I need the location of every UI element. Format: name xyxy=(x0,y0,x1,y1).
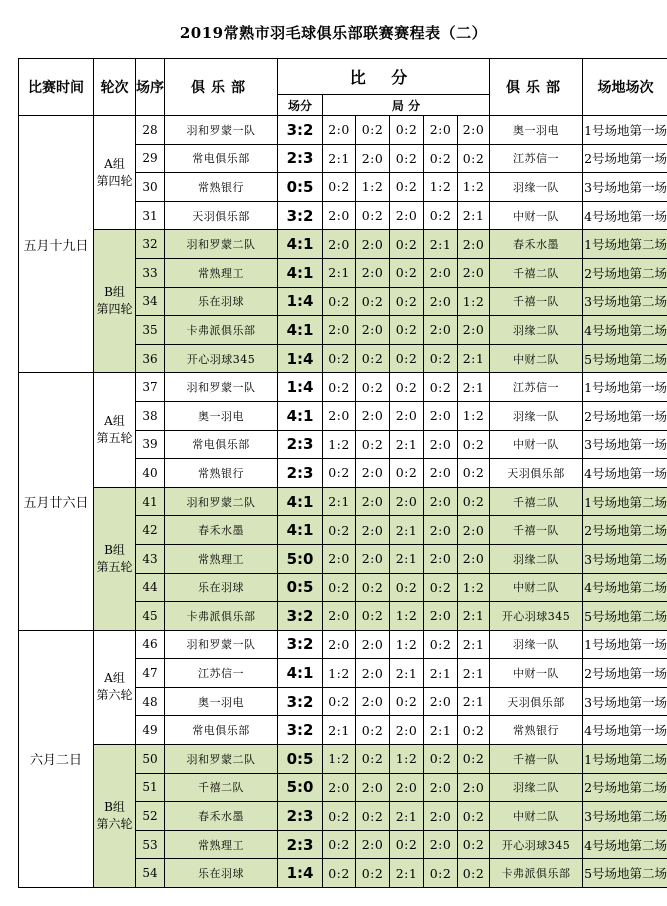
match-no: 52 xyxy=(136,802,165,831)
game-score-2: 0:2 xyxy=(356,802,390,831)
club-away: 中财二队 xyxy=(490,573,583,602)
venue: 2号场地第二场 xyxy=(583,258,667,287)
game-score-4: 0:2 xyxy=(424,144,458,173)
venue: 3号场地第一场 xyxy=(583,173,667,202)
game-score-1: 2:0 xyxy=(323,401,356,430)
club-home: 春禾水墨 xyxy=(165,516,278,545)
club-away: 千禧一队 xyxy=(490,516,583,545)
round-label: B组 第六轮 xyxy=(94,745,136,888)
game-score-3: 1:2 xyxy=(390,630,424,659)
match-score: 1:4 xyxy=(278,344,323,373)
header-club-home: 俱乐部 xyxy=(165,59,278,116)
game-score-1: 2:1 xyxy=(323,716,356,745)
club-away: 开心羽球345 xyxy=(490,602,583,631)
match-no: 54 xyxy=(136,859,165,888)
game-score-2: 2:0 xyxy=(356,830,390,859)
venue: 4号场地第二场 xyxy=(583,573,667,602)
venue: 3号场地第二场 xyxy=(583,544,667,573)
game-score-3: 2:1 xyxy=(390,802,424,831)
game-score-5: 2:0 xyxy=(458,258,490,287)
club-away: 羽缘一队 xyxy=(490,401,583,430)
game-score-5: 2:0 xyxy=(458,516,490,545)
game-score-2: 0:2 xyxy=(356,373,390,402)
match-score: 4:1 xyxy=(278,230,323,259)
venue: 4号场地第一场 xyxy=(583,201,667,230)
header-venue: 场地场次 xyxy=(583,59,667,116)
club-away: 羽缘二队 xyxy=(490,544,583,573)
club-home: 常电俱乐部 xyxy=(165,144,278,173)
club-away: 常熟银行 xyxy=(490,716,583,745)
match-score: 0:5 xyxy=(278,573,323,602)
match-score: 2:3 xyxy=(278,802,323,831)
match-score: 1:4 xyxy=(278,287,323,316)
venue: 4号场地第一场 xyxy=(583,459,667,488)
club-home: 常熟理工 xyxy=(165,830,278,859)
match-score: 3:2 xyxy=(278,116,323,145)
game-score-4: 2:0 xyxy=(424,316,458,345)
match-score: 2:3 xyxy=(278,459,323,488)
club-away: 开心羽球345 xyxy=(490,830,583,859)
game-score-1: 2:0 xyxy=(323,544,356,573)
match-no: 46 xyxy=(136,630,165,659)
game-score-4: 2:1 xyxy=(424,659,458,688)
match-score: 5:0 xyxy=(278,544,323,573)
club-home: 羽和罗蒙一队 xyxy=(165,630,278,659)
game-score-2: 2:0 xyxy=(356,687,390,716)
game-score-4: 2:0 xyxy=(424,487,458,516)
match-no: 40 xyxy=(136,459,165,488)
header-match-no: 场序 xyxy=(136,59,165,116)
match-score: 3:2 xyxy=(278,602,323,631)
game-score-1: 0:2 xyxy=(323,830,356,859)
game-score-3: 0:2 xyxy=(390,116,424,145)
game-score-2: 0:2 xyxy=(356,745,390,774)
game-score-4: 0:2 xyxy=(424,373,458,402)
club-away: 卡弗派俱乐部 xyxy=(490,859,583,888)
game-score-5: 0:2 xyxy=(458,144,490,173)
game-score-4: 2:0 xyxy=(424,544,458,573)
game-score-1: 0:2 xyxy=(323,173,356,202)
game-score-1: 1:2 xyxy=(323,745,356,774)
match-no: 28 xyxy=(136,116,165,145)
header-club-away: 俱乐部 xyxy=(490,59,583,116)
game-score-4: 2:0 xyxy=(424,602,458,631)
game-score-2: 2:0 xyxy=(356,230,390,259)
game-score-4: 2:0 xyxy=(424,516,458,545)
club-home: 乐在羽球 xyxy=(165,287,278,316)
match-score: 4:1 xyxy=(278,258,323,287)
game-score-5: 1:2 xyxy=(458,173,490,202)
game-score-2: 2:0 xyxy=(356,544,390,573)
game-score-1: 2:1 xyxy=(323,144,356,173)
game-score-3: 0:2 xyxy=(390,230,424,259)
game-score-3: 0:2 xyxy=(390,687,424,716)
game-score-2: 0:2 xyxy=(356,859,390,888)
game-score-1: 0:2 xyxy=(323,859,356,888)
game-score-5: 0:2 xyxy=(458,716,490,745)
game-score-3: 0:2 xyxy=(390,316,424,345)
club-home: 羽和罗蒙二队 xyxy=(165,745,278,774)
match-score: 3:2 xyxy=(278,716,323,745)
game-score-5: 1:2 xyxy=(458,287,490,316)
game-score-4: 2:0 xyxy=(424,773,458,802)
match-score: 4:1 xyxy=(278,401,323,430)
game-score-3: 0:2 xyxy=(390,287,424,316)
game-score-2: 2:0 xyxy=(356,401,390,430)
round-label: A组 第六轮 xyxy=(94,630,136,744)
club-home: 常熟银行 xyxy=(165,459,278,488)
venue: 2号场地第二场 xyxy=(583,516,667,545)
match-score: 4:1 xyxy=(278,516,323,545)
club-home: 羽和罗蒙一队 xyxy=(165,373,278,402)
game-score-4: 2:0 xyxy=(424,116,458,145)
game-score-1: 0:2 xyxy=(323,459,356,488)
game-score-2: 2:0 xyxy=(356,316,390,345)
club-home: 江苏信一 xyxy=(165,659,278,688)
club-home: 羽和罗蒙一队 xyxy=(165,116,278,145)
game-score-1: 2:0 xyxy=(323,602,356,631)
club-away: 中财一队 xyxy=(490,430,583,459)
club-home: 春禾水墨 xyxy=(165,802,278,831)
game-score-4: 2:1 xyxy=(424,230,458,259)
club-home: 常熟理工 xyxy=(165,544,278,573)
game-score-5: 2:1 xyxy=(458,659,490,688)
page-title: 2019常熟市羽毛球俱乐部联赛赛程表（二） xyxy=(179,24,488,42)
table-row xyxy=(19,116,667,145)
game-score-3: 1:2 xyxy=(390,745,424,774)
venue: 1号场地第二场 xyxy=(583,230,667,259)
club-away: 奥一羽电 xyxy=(490,116,583,145)
match-no: 31 xyxy=(136,201,165,230)
game-score-5: 2:1 xyxy=(458,201,490,230)
match-score: 3:2 xyxy=(278,201,323,230)
game-score-4: 0:2 xyxy=(424,201,458,230)
game-score-2: 0:2 xyxy=(356,430,390,459)
schedule-table xyxy=(18,58,667,888)
game-score-2: 2:0 xyxy=(356,258,390,287)
club-home: 卡弗派俱乐部 xyxy=(165,316,278,345)
match-no: 53 xyxy=(136,830,165,859)
match-no: 45 xyxy=(136,602,165,631)
club-away: 千禧一队 xyxy=(490,287,583,316)
match-no: 49 xyxy=(136,716,165,745)
club-home: 羽和罗蒙二队 xyxy=(165,487,278,516)
venue: 5号场地第二场 xyxy=(583,344,667,373)
game-score-1: 0:2 xyxy=(323,516,356,545)
club-home: 羽和罗蒙二队 xyxy=(165,230,278,259)
game-score-2: 2:0 xyxy=(356,659,390,688)
club-home: 常电俱乐部 xyxy=(165,430,278,459)
game-score-3: 0:2 xyxy=(390,459,424,488)
match-no: 50 xyxy=(136,745,165,774)
club-away: 春禾水墨 xyxy=(490,230,583,259)
match-no: 38 xyxy=(136,401,165,430)
game-score-3: 2:1 xyxy=(390,430,424,459)
table-row xyxy=(19,745,667,774)
game-score-1: 1:2 xyxy=(323,430,356,459)
venue: 2号场地第二场 xyxy=(583,773,667,802)
game-score-5: 2:1 xyxy=(458,602,490,631)
game-score-3: 2:0 xyxy=(390,201,424,230)
match-score: 0:5 xyxy=(278,173,323,202)
venue: 3号场地第二场 xyxy=(583,287,667,316)
club-away: 中财一队 xyxy=(490,201,583,230)
match-score: 3:2 xyxy=(278,630,323,659)
game-score-4: 0:2 xyxy=(424,573,458,602)
club-away: 千禧二队 xyxy=(490,487,583,516)
game-score-3: 0:2 xyxy=(390,830,424,859)
game-score-3: 0:2 xyxy=(390,173,424,202)
match-no: 48 xyxy=(136,687,165,716)
game-score-1: 2:0 xyxy=(323,116,356,145)
game-score-1: 1:2 xyxy=(323,659,356,688)
match-score: 4:1 xyxy=(278,487,323,516)
game-score-2: 2:0 xyxy=(356,773,390,802)
game-score-4: 2:0 xyxy=(424,687,458,716)
game-score-5: 2:0 xyxy=(458,773,490,802)
game-score-1: 0:2 xyxy=(323,373,356,402)
game-score-2: 2:0 xyxy=(356,630,390,659)
club-away: 中财二队 xyxy=(490,802,583,831)
game-score-4: 2:0 xyxy=(424,401,458,430)
club-away: 江苏信一 xyxy=(490,373,583,402)
game-score-5: 0:2 xyxy=(458,459,490,488)
game-score-3: 0:2 xyxy=(390,573,424,602)
game-score-1: 2:1 xyxy=(323,258,356,287)
game-score-4: 2:1 xyxy=(424,716,458,745)
game-score-2: 0:2 xyxy=(356,344,390,373)
game-score-1: 0:2 xyxy=(323,687,356,716)
club-away: 羽缘二队 xyxy=(490,316,583,345)
game-score-5: 0:2 xyxy=(458,830,490,859)
header-game-score: 局 分 xyxy=(323,95,490,116)
club-home: 奥一羽电 xyxy=(165,687,278,716)
venue: 1号场地第一场 xyxy=(583,373,667,402)
club-home: 奥一羽电 xyxy=(165,401,278,430)
game-score-4: 2:0 xyxy=(424,802,458,831)
venue: 2号场地第一场 xyxy=(583,144,667,173)
header-match-score: 场分 xyxy=(278,95,323,116)
venue: 1号场地第一场 xyxy=(583,116,667,145)
match-score: 0:5 xyxy=(278,745,323,774)
venue: 1号场地第二场 xyxy=(583,745,667,774)
round-label: B组 第四轮 xyxy=(94,230,136,373)
game-score-5: 2:1 xyxy=(458,687,490,716)
game-score-2: 0:2 xyxy=(356,116,390,145)
table-row xyxy=(19,373,667,402)
game-score-4: 0:2 xyxy=(424,344,458,373)
match-score: 4:1 xyxy=(278,659,323,688)
match-no: 51 xyxy=(136,773,165,802)
game-score-3: 2:0 xyxy=(390,401,424,430)
venue: 2号场地第一场 xyxy=(583,401,667,430)
match-score: 3:2 xyxy=(278,687,323,716)
match-no: 35 xyxy=(136,316,165,345)
club-home: 卡弗派俱乐部 xyxy=(165,602,278,631)
match-no: 37 xyxy=(136,373,165,402)
game-score-5: 2:1 xyxy=(458,630,490,659)
game-score-1: 2:0 xyxy=(323,316,356,345)
match-date: 五月廿六日 xyxy=(19,373,94,630)
game-score-5: 0:2 xyxy=(458,487,490,516)
game-score-3: 0:2 xyxy=(390,373,424,402)
game-score-5: 0:2 xyxy=(458,859,490,888)
match-no: 34 xyxy=(136,287,165,316)
venue: 5号场地第二场 xyxy=(583,859,667,888)
header-time: 比赛时间 xyxy=(19,59,94,116)
game-score-5: 1:2 xyxy=(458,573,490,602)
match-no: 36 xyxy=(136,344,165,373)
game-score-3: 2:0 xyxy=(390,487,424,516)
club-away: 羽缘二队 xyxy=(490,773,583,802)
game-score-3: 1:2 xyxy=(390,602,424,631)
game-score-1: 2:0 xyxy=(323,201,356,230)
game-score-2: 0:2 xyxy=(356,287,390,316)
venue: 2号场地第一场 xyxy=(583,659,667,688)
game-score-4: 0:2 xyxy=(424,630,458,659)
game-score-3: 2:1 xyxy=(390,859,424,888)
game-score-4: 2:0 xyxy=(424,459,458,488)
club-home: 天羽俱乐部 xyxy=(165,201,278,230)
game-score-1: 0:2 xyxy=(323,287,356,316)
game-score-4: 2:0 xyxy=(424,258,458,287)
venue: 3号场地第二场 xyxy=(583,802,667,831)
game-score-4: 0:2 xyxy=(424,745,458,774)
table-row xyxy=(19,230,667,259)
game-score-3: 2:0 xyxy=(390,773,424,802)
game-score-4: 2:0 xyxy=(424,287,458,316)
game-score-4: 1:2 xyxy=(424,173,458,202)
round-label: A组 第四轮 xyxy=(94,116,136,230)
club-home: 常电俱乐部 xyxy=(165,716,278,745)
game-score-1: 2:1 xyxy=(323,487,356,516)
match-no: 43 xyxy=(136,544,165,573)
game-score-5: 0:2 xyxy=(458,802,490,831)
header-round: 轮次 xyxy=(94,59,136,116)
match-no: 39 xyxy=(136,430,165,459)
match-no: 47 xyxy=(136,659,165,688)
club-away: 千禧二队 xyxy=(490,258,583,287)
match-date: 六月二日 xyxy=(19,630,94,887)
match-score: 2:3 xyxy=(278,430,323,459)
venue: 4号场地第二场 xyxy=(583,830,667,859)
game-score-3: 2:1 xyxy=(390,659,424,688)
match-no: 30 xyxy=(136,173,165,202)
game-score-3: 0:2 xyxy=(390,144,424,173)
game-score-3: 2:0 xyxy=(390,716,424,745)
match-no: 41 xyxy=(136,487,165,516)
game-score-1: 2:0 xyxy=(323,630,356,659)
game-score-3: 2:1 xyxy=(390,516,424,545)
club-away: 天羽俱乐部 xyxy=(490,687,583,716)
match-score: 5:0 xyxy=(278,773,323,802)
game-score-5: 2:0 xyxy=(458,544,490,573)
game-score-5: 2:0 xyxy=(458,316,490,345)
game-score-3: 0:2 xyxy=(390,258,424,287)
venue: 4号场地第二场 xyxy=(583,316,667,345)
game-score-2: 2:0 xyxy=(356,459,390,488)
game-score-5: 2:0 xyxy=(458,230,490,259)
game-score-3: 2:1 xyxy=(390,544,424,573)
game-score-2: 2:0 xyxy=(356,516,390,545)
match-score: 1:4 xyxy=(278,373,323,402)
club-home: 常熟理工 xyxy=(165,258,278,287)
venue: 4号场地第一场 xyxy=(583,716,667,745)
club-away: 江苏信一 xyxy=(490,144,583,173)
game-score-1: 0:2 xyxy=(323,344,356,373)
game-score-5: 2:0 xyxy=(458,116,490,145)
game-score-5: 2:1 xyxy=(458,373,490,402)
game-score-2: 0:2 xyxy=(356,602,390,631)
header-score: 比 分 xyxy=(278,59,490,95)
club-home: 千禧二队 xyxy=(165,773,278,802)
club-home: 常熟银行 xyxy=(165,173,278,202)
game-score-2: 0:2 xyxy=(356,573,390,602)
venue: 1号场地第二场 xyxy=(583,487,667,516)
club-away: 天羽俱乐部 xyxy=(490,459,583,488)
game-score-1: 0:2 xyxy=(323,573,356,602)
match-no: 33 xyxy=(136,258,165,287)
club-away: 羽缘一队 xyxy=(490,173,583,202)
game-score-4: 2:0 xyxy=(424,830,458,859)
round-label: A组 第五轮 xyxy=(94,373,136,487)
game-score-1: 2:0 xyxy=(323,773,356,802)
table-row xyxy=(19,487,667,516)
game-score-2: 0:2 xyxy=(356,201,390,230)
game-score-5: 0:2 xyxy=(458,430,490,459)
game-score-5: 1:2 xyxy=(458,401,490,430)
venue: 3号场地第一场 xyxy=(583,430,667,459)
game-score-5: 2:1 xyxy=(458,344,490,373)
club-home: 乐在羽球 xyxy=(165,573,278,602)
venue: 5号场地第二场 xyxy=(583,602,667,631)
club-away: 中财二队 xyxy=(490,344,583,373)
game-score-2: 2:0 xyxy=(356,144,390,173)
game-score-1: 0:2 xyxy=(323,802,356,831)
match-score: 4:1 xyxy=(278,316,323,345)
game-score-4: 0:2 xyxy=(424,859,458,888)
club-away: 千禧一队 xyxy=(490,745,583,774)
game-score-2: 2:0 xyxy=(356,487,390,516)
club-home: 乐在羽球 xyxy=(165,859,278,888)
match-score: 2:3 xyxy=(278,144,323,173)
match-no: 29 xyxy=(136,144,165,173)
game-score-3: 0:2 xyxy=(390,344,424,373)
game-score-1: 2:0 xyxy=(323,230,356,259)
match-date: 五月十九日 xyxy=(19,116,94,373)
match-score: 1:4 xyxy=(278,859,323,888)
club-away: 羽缘一队 xyxy=(490,630,583,659)
table-row xyxy=(19,630,667,659)
game-score-2: 0:2 xyxy=(356,716,390,745)
club-away: 中财一队 xyxy=(490,659,583,688)
match-no: 42 xyxy=(136,516,165,545)
game-score-2: 1:2 xyxy=(356,173,390,202)
match-score: 2:3 xyxy=(278,830,323,859)
game-score-5: 0:2 xyxy=(458,745,490,774)
match-no: 44 xyxy=(136,573,165,602)
game-score-4: 2:0 xyxy=(424,430,458,459)
venue: 1号场地第一场 xyxy=(583,630,667,659)
match-no: 32 xyxy=(136,230,165,259)
club-home: 开心羽球345 xyxy=(165,344,278,373)
venue: 3号场地第一场 xyxy=(583,687,667,716)
round-label: B组 第五轮 xyxy=(94,487,136,630)
